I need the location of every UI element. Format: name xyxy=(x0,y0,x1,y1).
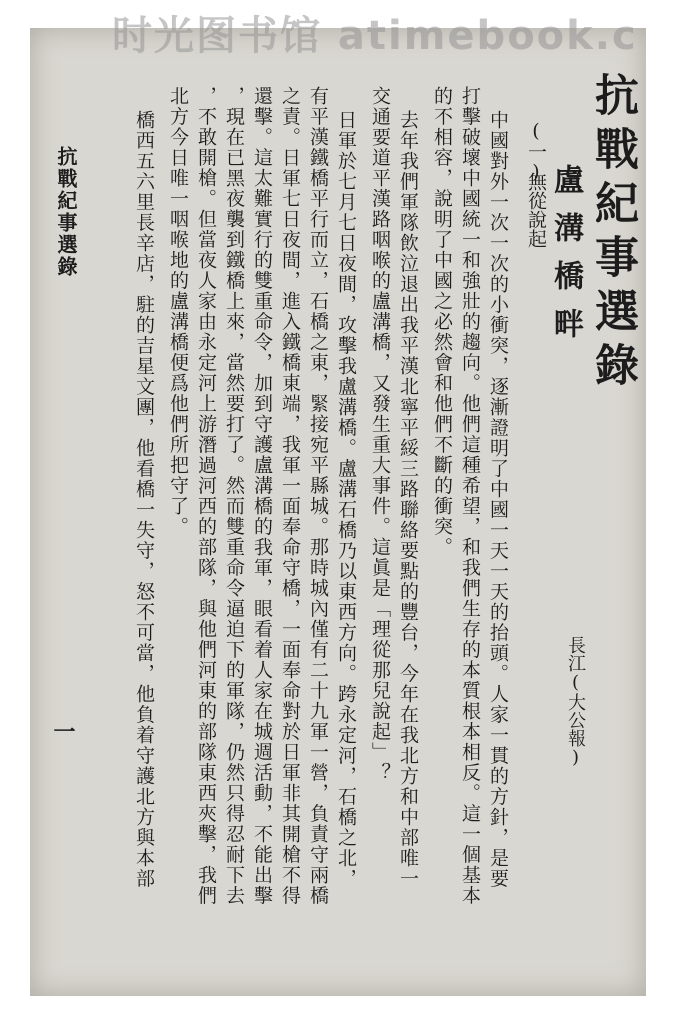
text-column: 去年我們軍隊飲泣退出我平漢北寧平綏三路聯絡要點的豐台，今年在我北方和中部唯一 xyxy=(397,110,419,889)
text-column: 北方今日唯一咽喉地的盧溝橋便爲他們所把守了。 xyxy=(167,86,189,537)
text-column: 的不相容，說明了中國之必然會和他們不斷的衝突。 xyxy=(431,86,453,558)
watermark-text: 时光图书馆 atimebook.c xyxy=(112,13,638,59)
text-column: 打擊破壞中國統一和強壯的趨向。他們這種希望，和我們生存的本質根本相反。這一個基本 xyxy=(459,86,481,906)
section-number: (一) xyxy=(525,120,547,183)
text-column: 有平漢鐵橋平行而立，石橋之東，緊接宛平縣城。那時城內僅有二十九軍一營，負責守兩橋 xyxy=(307,86,329,906)
text-column: ，現在已黑夜襲到鐵橋上來，當然要打了。然而雙重命令逼迫下的軍隊，仍然只得忍耐下去 xyxy=(223,86,245,906)
text-column: ，不敢開槍。但當夜人家由永定河上游潛過河西的部隊，與他們河東的部隊東西夾擊，我們 xyxy=(195,86,217,906)
text-column: 交通要道平漢路咽喉的盧溝橋，又發生重大事件。這眞是「理從那兒說起」？ xyxy=(369,86,391,783)
section-title: 無從說起 xyxy=(525,172,547,248)
text-column: 之責。日軍七日夜間，進入鐵橋東端，我軍一面奉命守橋，一面奉命對於日軍非其開槍不得 xyxy=(279,86,301,906)
source-attribution: 長江(大公報) xyxy=(565,636,586,768)
text-column: 日軍於七月七日夜間，攻擊我盧溝橋。盧溝石橋乃以東西方向。跨永定河，石橋之北， xyxy=(335,110,357,889)
book-page xyxy=(30,28,646,996)
text-column: 橋西五六里長辛店，駐的吉星文團，他看橋一失守，怒不可當，他負着守護北方與本部 xyxy=(133,110,155,889)
article-heading: 盧溝橋畔 xyxy=(548,164,583,356)
book-title: 抗戰紀事選錄 xyxy=(587,72,638,396)
footer-title: 抗戰紀事選錄 xyxy=(54,146,78,278)
text-column: 還擊。這太難實行的雙重命令，加到守護盧溝橋的我軍，眼看着人家在城週活動，不能出擊 xyxy=(251,86,273,906)
text-column: 中國對外一次一次的小衝突，逐漸證明了中國一天一天的抬頭。人家一貫的方針，是要 xyxy=(487,110,509,889)
page-number: 一 xyxy=(50,720,76,742)
